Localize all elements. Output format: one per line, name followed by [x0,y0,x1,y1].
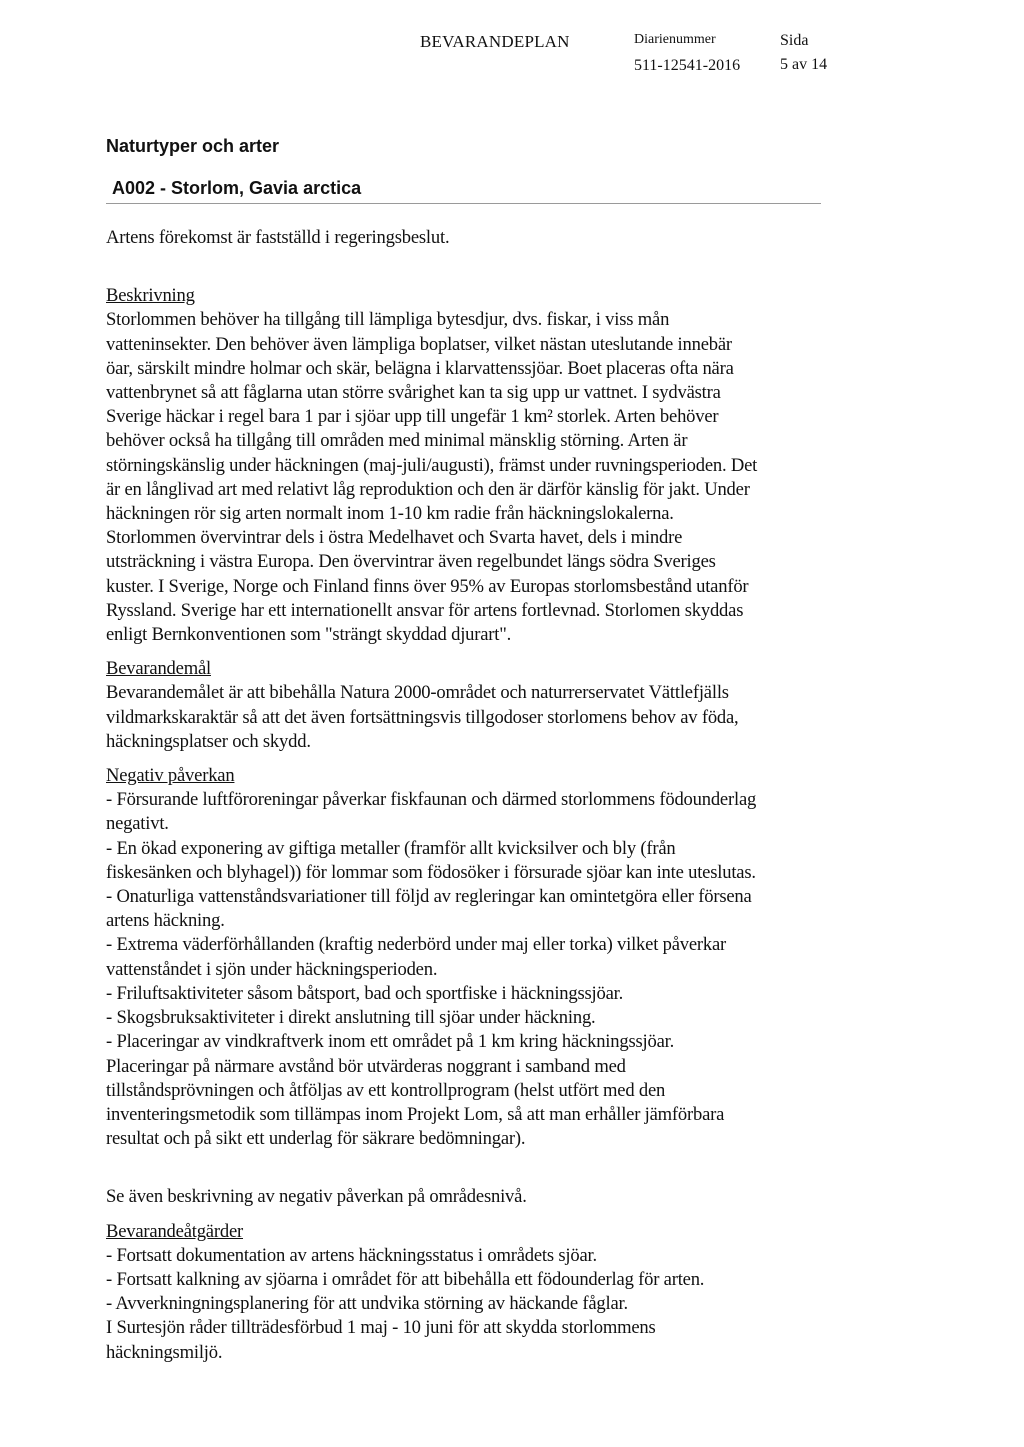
text-line: störningskänslig under häckningen (maj-juli/augusti), främst under ruvningsperioden. Det [106,454,758,476]
text-line: - Skogsbruksaktiviteter i direkt anslutning till sjöar under häckning. [106,1007,596,1029]
text-line: - Fortsatt kalkning av sjöarna i området för att bibehålla ett födounderlag för arten. [106,1268,705,1290]
species-title: A002 - Storlom, Gavia arctica [112,178,362,198]
text-line: - Fortsatt dokumentation av artens häckningsstatus i områdets sjöar. [106,1244,597,1266]
document-body [106,226,856,1365]
species-title-divider [106,203,821,204]
section-title: Naturtyper och arter [106,136,280,156]
text-line: - Friluftsaktiviteter såsom båtsport, bad och sportfiske i häckningssjöar. [106,982,624,1004]
text-line: Placeringar på närmare avstånd bör utvärderas noggrant i samband med [106,1055,626,1077]
text-line: artens häckning. [106,910,225,932]
text-line: I Surtesjön råder tillträdesförbud 1 maj - 10 juni för att skydda storlommens [106,1317,656,1339]
text-line: kuster. I Sverige, Norge och Finland finns över 95% av Europas storlomsbestånd utanför [106,575,749,597]
text-line: inventeringsmetodik som tillämpas inom Projekt Lom, så att man erhåller jämförbara [106,1103,725,1125]
text-line: vatteninsekter. Den behöver även lämpliga boplatser, vilket nästan uteslutande innebär [106,333,732,355]
text-line: - Placeringar av vindkraftverk inom ett området på 1 km kring häckningssjöar. [106,1031,675,1053]
text-line: Bevarandemålet är att bibehålla Natura 2000-området och naturrerservatet Vättlefjälls [106,682,729,704]
text-line: behöver också ha tillgång till områden med minimal mänsklig störning. Arten är [106,430,688,452]
text-line: enligt Bernkonventionen som "strängt skyddad djurart". [106,624,512,646]
diarienummer-value: 511-12541-2016 [634,57,741,74]
text-line: häckningsplatser och skydd. [106,730,311,752]
bevarandemal-text [106,681,856,754]
text-line: häckningen rör sig arten normalt inom 1-10 km radie från häckningslokalerna. [106,503,674,525]
document-type-title: BEVARANDEPLAN [420,32,570,51]
text-line: - En ökad exponering av giftiga metaller (framför allt kvicksilver och bly (från [106,837,676,859]
text-line: Ryssland. Sverige har ett internationellt ansvar för artens fortlevnad. Storlomen skyddas [106,599,744,621]
occurrence-note: Artens förekomst är fastställd i regeringsbeslut. [106,227,450,248]
text-line: - Extrema väderförhållanden (kraftig nederbörd under maj eller torka) vilket påverkar [106,934,727,956]
page-number: 5 av 14 [780,56,828,73]
text-line: - Avverkningningsplanering för att undvika störning av häckande fåglar. [106,1293,628,1315]
text-line: resultat och på sikt ett underlag för säkrare bedömningar). [106,1128,526,1150]
text-line: negativt. [106,813,169,835]
bevarandeatgarder-text [106,1244,856,1365]
negativ-paverkan-heading: Negativ påverkan [106,765,235,787]
beskrivning-text [106,308,856,647]
text-line: vattenståndet i sjön under häckningsperioden. [106,958,438,980]
bevarandemal-heading: Bevarandemål [106,658,211,680]
text-line: öar, särskilt mindre holmar och skär, belägna i klarvattenssjöar. Boet placeras ofta nära [106,357,734,379]
text-line: vattenbrynet så att fåglarna utan större svårighet kan ta sig upp ur vattnet. I sydvästra [106,382,721,404]
text-line: fiskesänken och blyhagel)) för lommar som födosöker i försurade sjöar kan inte uteslutas. [106,861,756,883]
text-line: - Onaturliga vattenståndsvariationer till följd av regleringar kan omintetgöra eller försena [106,886,752,908]
text-line: Sverige häckar i regel bara 1 par i sjöar upp till ungefär 1 km² storlek. Arten behöver [106,406,719,428]
text-line: tillståndsprövningen och åtföljas av ett kontrollprogram (helst utfört med den [106,1079,666,1101]
text-line: vildmarkskaraktär så att det även fortsättningsvis tillgodoser storlomens behov av föda, [106,706,739,728]
diarienummer-label: Diarienummer [634,32,716,47]
text-line: är en långlivad art med relativt låg reproduktion och den är därför känslig för jakt. Under [106,478,750,500]
beskrivning-heading: Beskrivning [106,285,195,307]
text-line: Storlommen övervintrar dels i östra Medelhavet och Svarta havet, dels i mindre [106,527,683,549]
bevarandeatgarder-heading: Bevarandeåtgärder [106,1220,243,1242]
text-line: utsträckning i västra Europa. Den övervintrar även regelbundet längs södra Sveriges [106,551,716,573]
text-line: - Försurande luftföroreningar påverkar fiskfaunan och därmed storlommens födounderlag [106,789,757,811]
text-line: häckningsmiljö. [106,1341,223,1363]
text-line: Storlommen behöver ha tillgång till lämpliga bytesdjur, dvs. fiskar, i viss mån [106,309,670,331]
see-also-note: Se även beskrivning av negativ påverkan på områdesnivå. [106,1186,527,1208]
negativ-paverkan-text [106,788,856,1151]
page-label: Sida [780,32,809,49]
